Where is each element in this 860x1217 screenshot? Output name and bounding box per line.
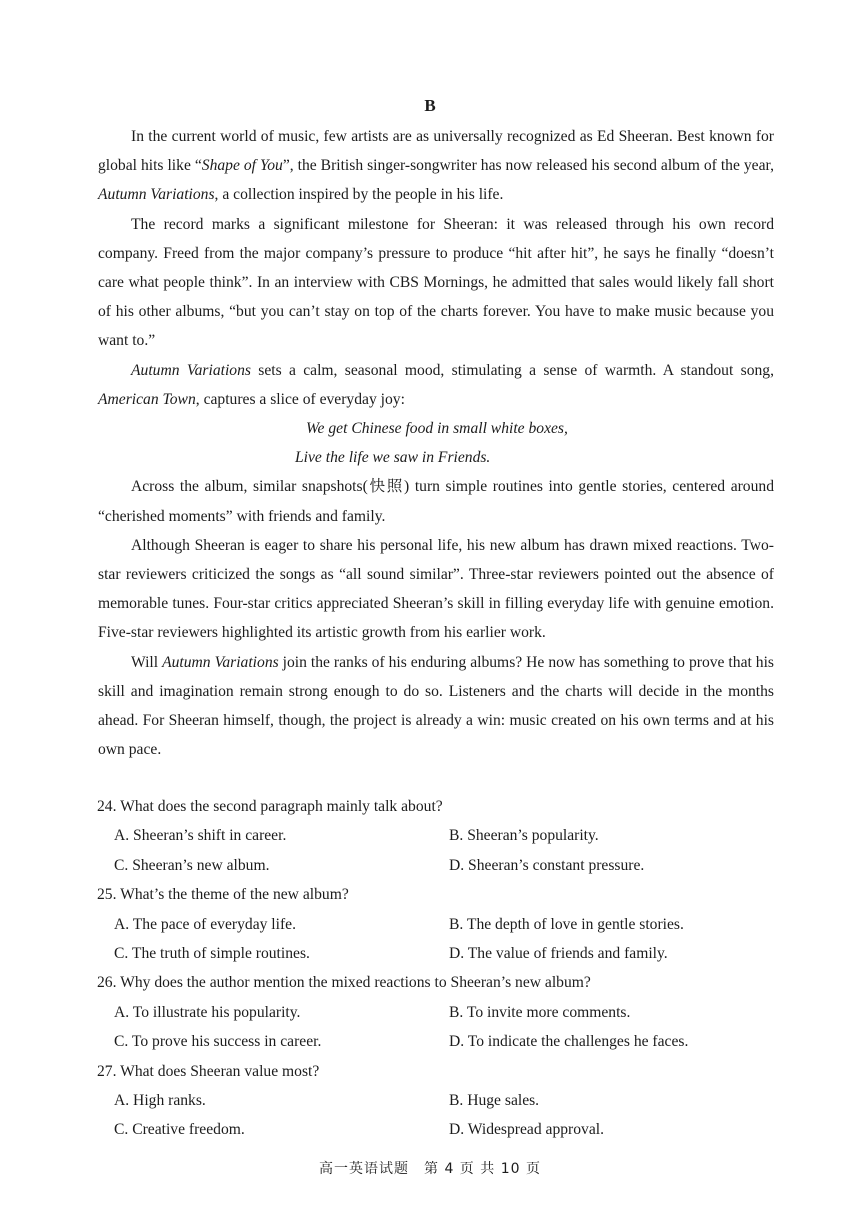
answer-option: B. Sheeran’s popularity. (449, 827, 599, 845)
italic-title: Autumn Variations (162, 653, 279, 671)
passage-paragraphs-before (98, 122, 774, 414)
reading-passage (98, 122, 774, 764)
question-block (97, 1057, 777, 1145)
answer-option: B. Huge sales. (449, 1092, 540, 1110)
paragraph-text: Will (131, 653, 163, 671)
page-footer: 高一英语试题 第 4 页 共 10 页 (319, 1161, 541, 1177)
answer-option: D. Sheeran’s constant pressure. (449, 856, 645, 874)
question-list (97, 792, 777, 1145)
passage-paragraph (98, 648, 774, 765)
question-stem: 27. What does Sheeran value most? (97, 1062, 320, 1080)
paragraph-text: , a collection inspired by the people in his life. (214, 186, 504, 204)
options-row (97, 910, 777, 939)
paragraph-text: Although Sheeran is eager to share his personal life, his new album has drawn mixed reactions. Two-star reviewers criticized the songs as “all sound similar”. Three-star reviewers pointed out the absence of memorable tunes. Four-star critics appreciated Sheeran’s skill in filling everyday life with genuine emotion. Five-star reviewers highlighted its artistic growth from his earlier work. (98, 536, 774, 642)
passage-paragraph (98, 122, 774, 210)
answer-option: B. To invite more comments. (449, 1003, 631, 1021)
options-row (97, 1115, 777, 1144)
italic-title: Autumn Variations (98, 186, 215, 204)
answer-option: C. Sheeran’s new album. (114, 856, 270, 874)
passage-paragraph (98, 356, 774, 414)
options-row (97, 939, 777, 968)
answer-option: A. Sheeran’s shift in career. (114, 827, 287, 845)
answer-option: C. Creative freedom. (114, 1121, 245, 1139)
answer-option: D. To indicate the challenges he faces. (449, 1033, 689, 1051)
options-row (97, 1086, 777, 1115)
answer-option: C. To prove his success in career. (114, 1033, 322, 1051)
answer-option: A. To illustrate his popularity. (114, 1003, 301, 1021)
question-block (97, 968, 777, 1056)
section-title: B (424, 96, 436, 115)
options-row (97, 821, 777, 850)
lyrics-line-2: Live the life we saw in Friends. (295, 449, 491, 467)
italic-title: American Town (98, 390, 196, 408)
answer-option: A. High ranks. (114, 1092, 206, 1110)
song-lyrics (98, 414, 774, 472)
passage-paragraphs-after (98, 472, 774, 764)
question-stem: 26. Why does the author mention the mixed reactions to Sheeran’s new album? (97, 974, 591, 992)
question-block (97, 880, 777, 968)
answer-option: D. The value of friends and family. (449, 945, 668, 963)
paragraph-text: Across the album, similar snapshots(快照) turn simple routines into gentle stories, centered around “cherished moments” with friends and family. (98, 478, 774, 525)
answer-option: D. Widespread approval. (449, 1121, 604, 1139)
italic-title: Autumn Variations (131, 361, 251, 379)
passage-paragraph (98, 210, 774, 356)
paragraph-text: In the current world of music, few artists are as universally recognized as Ed Sheeran. Best known for global hits like “ (98, 128, 774, 175)
passage-paragraph (98, 472, 774, 530)
question-stem: 25. What’s the theme of the new album? (97, 886, 349, 904)
options-row (97, 851, 777, 880)
paragraph-text: , captures a slice of everyday joy: (195, 390, 405, 408)
paragraph-text: sets a calm, seasonal mood, stimulating a sense of warmth. A standout song, (250, 361, 774, 379)
answer-option: C. The truth of simple routines. (114, 945, 310, 963)
paragraph-text: join the ranks of his enduring albums? He now has something to prove that his skill and imagination remain strong enough to do so. Listeners and the charts will decide in the months ahead. For Sheeran himself, though, the project is already a win: music created on his own terms and at his own pace. (98, 653, 774, 759)
paragraph-text: The record marks a significant milestone for Sheeran: it was released through his own record company. Freed from the major company’s pressure to produce “hit after hit”, he says he finally “doesn’t care what people think”. In an interview with CBS Mornings, he admitted that sales would likely fall short of his other albums, “but you can’t stay on top of the charts forever. You have to make music because you want to.” (98, 215, 774, 350)
italic-title: Shape of You (201, 157, 283, 175)
lyrics-line-1: We get Chinese food in small white boxes, (306, 420, 568, 438)
answer-option: B. The depth of love in gentle stories. (449, 915, 684, 933)
question-stem: 24. What does the second paragraph mainly talk about? (97, 798, 443, 815)
question-block (97, 792, 777, 880)
options-row (97, 1027, 777, 1056)
answer-option: A. The pace of everyday life. (114, 915, 296, 933)
paragraph-text: ”, the British singer-songwriter has now released his second album of the year, (282, 157, 774, 175)
passage-paragraph (98, 531, 774, 648)
options-row (97, 998, 777, 1027)
